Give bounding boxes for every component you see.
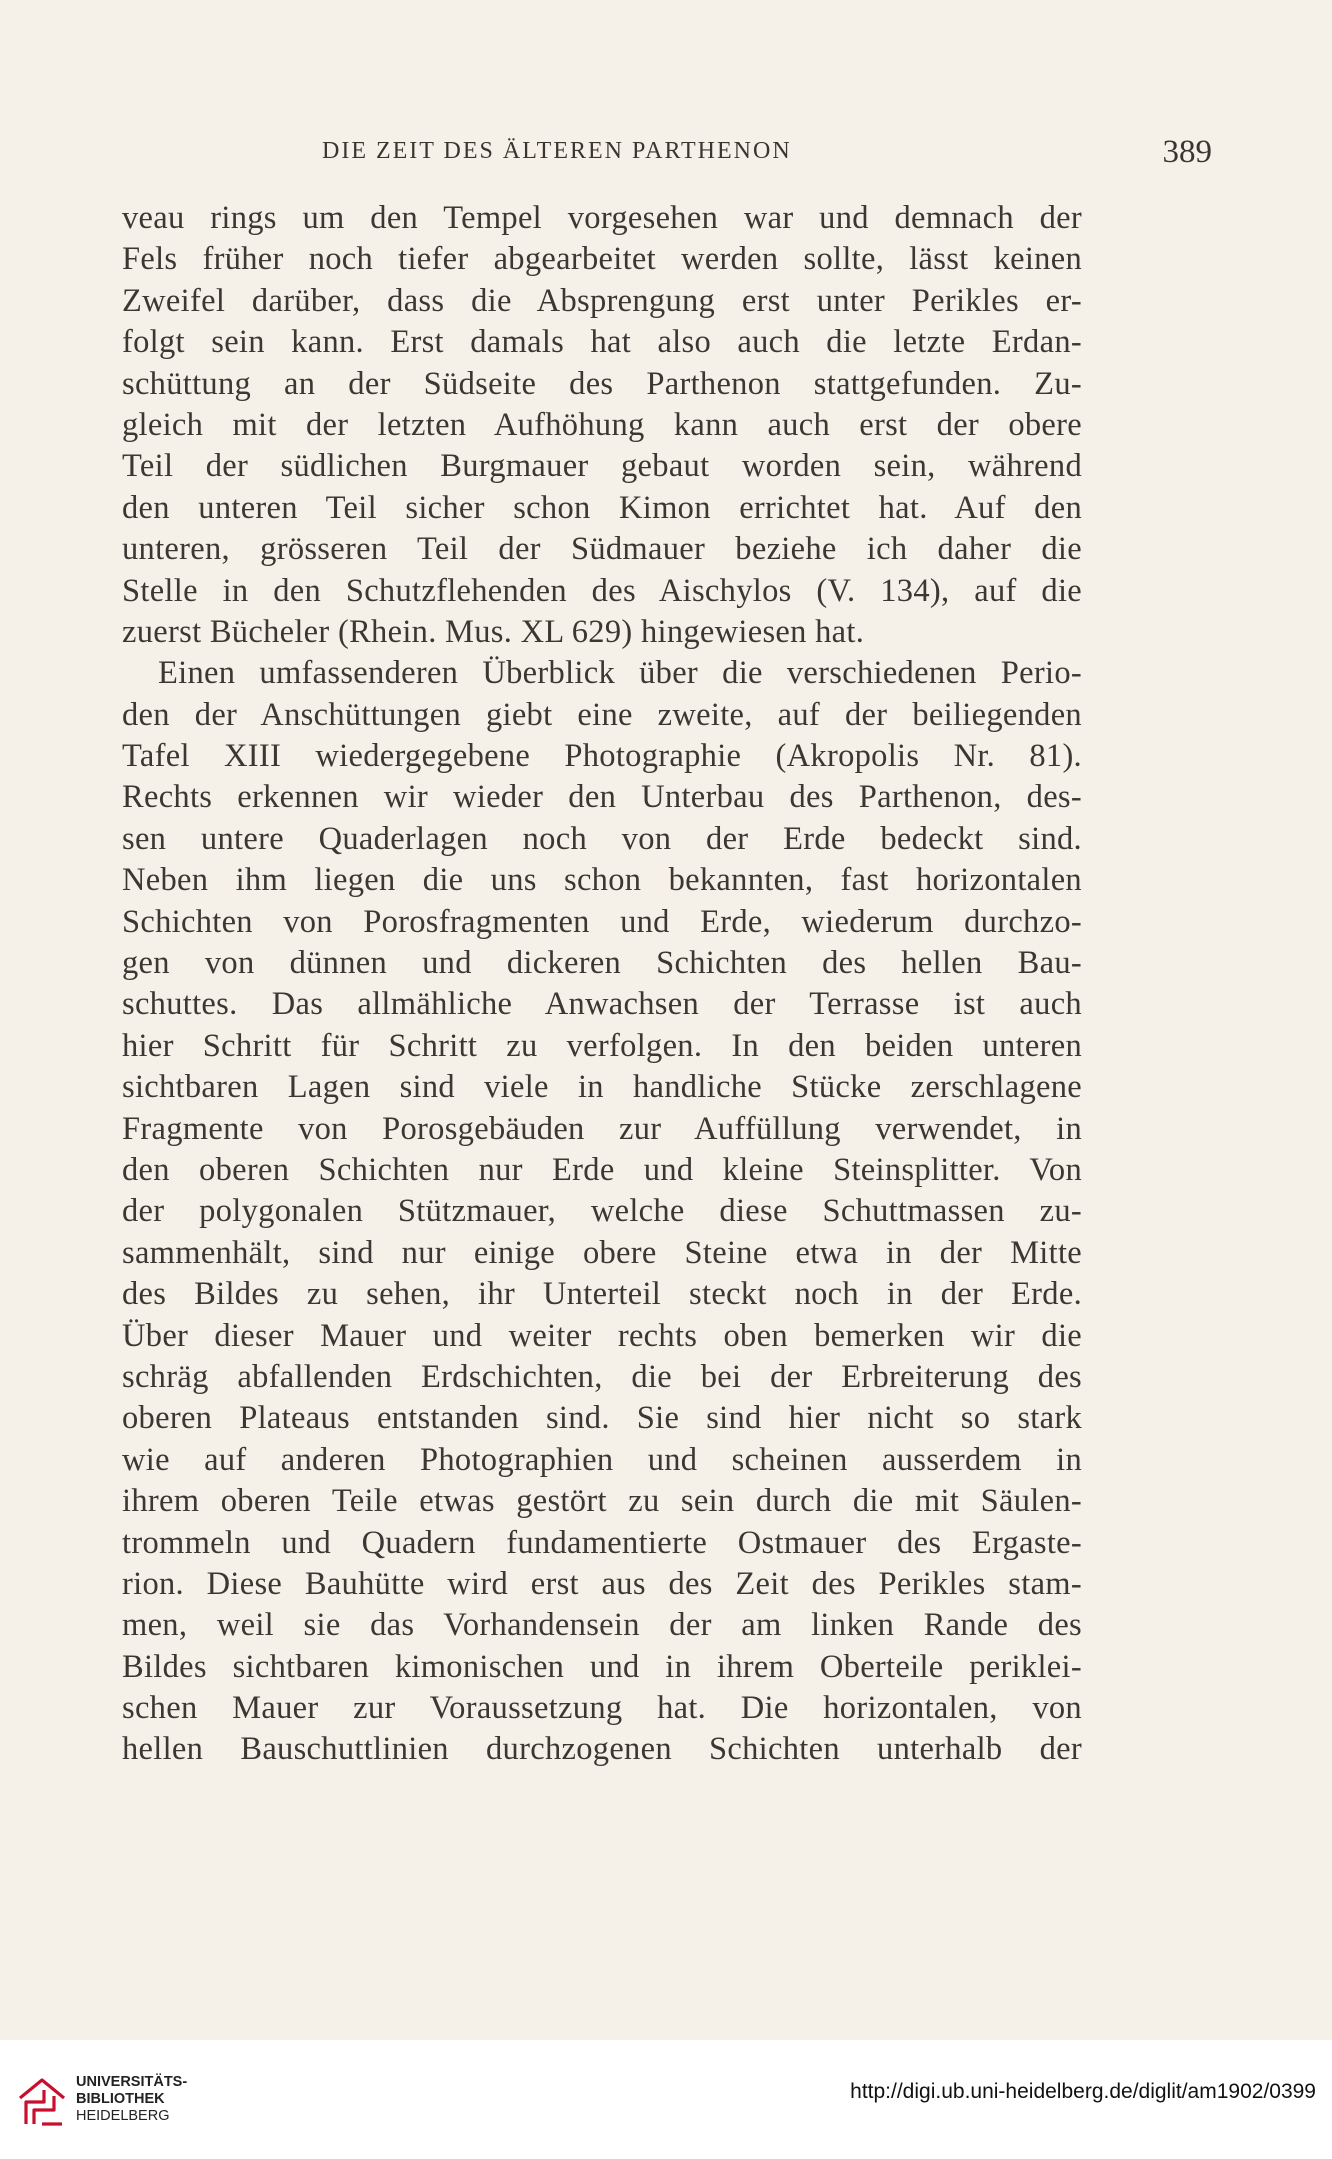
text-line-paragraph-end: zuerst Bücheler (Rhein. Mus. XL 629) hingewiesen hat. xyxy=(122,613,865,650)
text-line: Tafel XIII wiedergegebene Photographie (Akropolis Nr. 81). xyxy=(122,738,1082,775)
text-line: den oberen Schichten nur Erde und kleine Steinsplitter. Von xyxy=(122,1151,1082,1188)
text-line: Neben ihm liegen die uns schon bekannten, fast horizontalen xyxy=(122,862,1082,899)
text-line: den unteren Teil sicher schon Kimon errichtet hat. Auf den xyxy=(122,489,1082,526)
body-text xyxy=(122,198,1082,1771)
library-footer xyxy=(0,2040,1332,2159)
logo-line-1: UNIVERSITÄTS- xyxy=(76,2074,188,2090)
text-line: men, weil sie das Vorhandensein der am linken Rande des xyxy=(122,1607,1082,1644)
text-line: sen untere Quaderlagen noch von der Erde bedeckt sind. xyxy=(122,820,1082,857)
text-line: Fragmente von Porosgebäuden zur Auffüllung verwendet, in xyxy=(122,1110,1082,1147)
text-line: Teil der südlichen Burgmauer gebaut worden sein, während xyxy=(122,448,1082,485)
text-line: hellen Bauschuttlinien durchzogenen Schichten unterhalb der xyxy=(122,1731,1082,1768)
text-line: Schichten von Porosfragmenten und Erde, wiederum durchzo- xyxy=(122,903,1082,940)
text-line: trommeln und Quadern fundamentierte Ostmauer des Ergaste- xyxy=(122,1524,1082,1561)
text-line: Zweifel darüber, dass die Absprengung erst unter Perikles er- xyxy=(122,282,1082,319)
text-line: Fels früher noch tiefer abgearbeitet werden sollte, lässt keinen xyxy=(122,241,1082,278)
text-line: Bildes sichtbaren kimonischen und in ihrem Oberteile periklei- xyxy=(122,1648,1082,1685)
running-title: DIE ZEIT DES ÄLTEREN PARTHENON xyxy=(322,138,792,164)
text-line: unteren, grösseren Teil der Südmauer beziehe ich daher die xyxy=(122,531,1082,568)
library-logo[interactable] xyxy=(14,2068,224,2138)
text-line: hier Schritt für Schritt zu verfolgen. In den beiden unteren xyxy=(122,1027,1082,1064)
text-line-paragraph-start: Einen umfassenderen Überblick über die verschiedenen Perio- xyxy=(158,655,1082,692)
text-line: Stelle in den Schutzflehenden des Aischylos (V. 134), auf die xyxy=(122,572,1082,609)
text-line: veau rings um den Tempel vorgesehen war und demnach der xyxy=(122,200,1082,236)
text-line: rion. Diese Bauhütte wird erst aus des Zeit des Perikles stam- xyxy=(122,1565,1082,1602)
text-line: wie auf anderen Photographien und scheinen ausserdem in xyxy=(122,1441,1082,1478)
permalink-url[interactable]: http://digi.ub.uni-heidelberg.de/diglit/am1902/0399 xyxy=(850,2080,1316,2103)
text-line: sammenhält, sind nur einige obere Steine etwa in der Mitte xyxy=(122,1234,1082,1271)
library-logo-icon xyxy=(14,2072,70,2132)
text-line: sichtbaren Lagen sind viele in handliche Stücke zerschlagene xyxy=(122,1069,1082,1106)
text-line: der polygonalen Stützmauer, welche diese Schuttmassen zu- xyxy=(122,1193,1082,1230)
text-line: Rechts erkennen wir wieder den Unterbau des Parthenon, des- xyxy=(122,779,1082,816)
text-line: ihrem oberen Teile etwas gestört zu sein durch die mit Säulen- xyxy=(122,1483,1082,1520)
text-line: den der Anschüttungen giebt eine zweite, auf der beiliegenden xyxy=(122,696,1082,733)
text-line: schüttung an der Südseite des Parthenon stattgefunden. Zu- xyxy=(122,365,1082,402)
library-logo-text xyxy=(76,2074,187,2125)
text-line: gen von dünnen und dickeren Schichten des hellen Bau- xyxy=(122,945,1082,982)
page-number: 389 xyxy=(1162,134,1212,170)
text-line: folgt sein kann. Erst damals hat also auch die letzte Erdan- xyxy=(122,324,1082,361)
text-line: des Bildes zu sehen, ihr Unterteil steckt noch in der Erde. xyxy=(122,1276,1082,1313)
logo-line-2: BIBLIOTHEK xyxy=(76,2091,165,2107)
text-line: schuttes. Das allmähliche Anwachsen der Terrasse ist auch xyxy=(122,986,1082,1023)
text-line: schräg abfallenden Erdschichten, die bei der Erbreiterung des xyxy=(122,1358,1082,1395)
text-line: gleich mit der letzten Aufhöhung kann auch erst der obere xyxy=(122,406,1082,443)
text-line: schen Mauer zur Voraussetzung hat. Die horizontalen, von xyxy=(122,1690,1082,1727)
logo-line-3: HEIDELBERG xyxy=(76,2108,170,2124)
text-line: Über dieser Mauer und weiter rechts oben bemerken wir die xyxy=(122,1317,1082,1354)
text-line: oberen Plateaus entstanden sind. Sie sind hier nicht so stark xyxy=(122,1400,1082,1437)
